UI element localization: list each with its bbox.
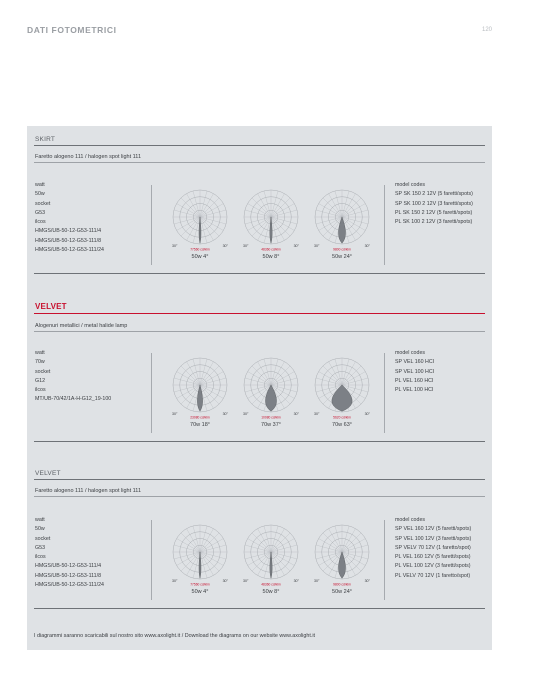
photometric-diagram <box>168 187 232 260</box>
photometric-diagram <box>310 187 374 260</box>
spec-line: socket <box>35 368 51 375</box>
photometric-diagram <box>239 522 303 595</box>
polar-diagram-svg <box>239 187 303 251</box>
model-code: PL SK 150 2 12V (5 faretti/spots) <box>395 209 473 216</box>
photometric-diagram <box>310 522 374 595</box>
spec-line: HMGS/UB-50-12-G53-111/8 <box>35 237 102 244</box>
page-number: 120 <box>481 27 492 33</box>
section-velvet-hci <box>34 301 485 428</box>
section-subtitle: Faretto alogeno 111 / halogen spot light 111 <box>35 488 142 494</box>
angle-label-left: 30° <box>314 579 320 583</box>
model-codes <box>395 349 434 395</box>
diagram-label: 70w 63° <box>332 422 352 428</box>
model-code: SP SK 150 2 12V (5 faretti/spots) <box>395 191 473 198</box>
model-codes-title: model codes <box>395 350 426 356</box>
spec-line: ilcos <box>35 387 46 394</box>
section-velvet-halogen <box>34 469 485 595</box>
photometric-diagram <box>310 355 374 428</box>
light-beam <box>270 217 272 243</box>
column-divider <box>151 185 152 265</box>
section-end-rule <box>34 608 485 609</box>
angle-label-right: 30° <box>222 412 228 416</box>
model-code: SP VEL 100 12V (3 faretti/spots) <box>395 535 472 542</box>
polar-diagram-svg <box>168 187 232 251</box>
angle-label-left: 30° <box>243 412 249 416</box>
spec-line: socket <box>35 200 51 207</box>
polar-diagram-svg <box>239 522 303 586</box>
intensity-value: 9800 cd/klm <box>333 247 351 251</box>
photometric-diagram <box>168 522 232 595</box>
spec-line: HMGS/UB-50-12-G53-111/4 <box>35 228 102 235</box>
section-rule <box>34 145 485 146</box>
model-code: PL VEL 100 HCI <box>395 387 434 394</box>
spec-line: watt <box>35 350 45 356</box>
model-code: SP VELV 70 12V (1 faretto/spot) <box>395 544 471 551</box>
polar-diagram-svg <box>168 355 232 419</box>
angle-label-left: 30° <box>172 579 178 583</box>
section-rule-red <box>34 313 485 314</box>
angle-label-right: 30° <box>222 579 228 583</box>
diagram-label: 70w 18° <box>190 422 210 428</box>
diagram-label: 50w 24° <box>332 254 352 260</box>
model-code: SP VEL 100 HCI <box>395 368 435 375</box>
polar-diagram-svg <box>168 522 232 586</box>
column-divider <box>151 520 152 600</box>
angle-label-right: 30° <box>293 579 299 583</box>
intensity-value: 5620 cd/klm <box>333 415 351 419</box>
subtitle-rule <box>34 162 485 163</box>
polar-diagram-svg <box>310 355 374 419</box>
photometric-panel <box>27 126 492 650</box>
angle-label-right: 30° <box>293 244 299 248</box>
light-beam <box>338 552 345 578</box>
spec-list <box>35 349 111 405</box>
polar-diagram-svg <box>310 522 374 586</box>
light-beam <box>199 217 201 243</box>
spec-line: G53 <box>35 544 46 551</box>
diagram-label: 50w 24° <box>332 589 352 595</box>
angle-label-right: 30° <box>364 579 370 583</box>
angle-label-left: 30° <box>172 244 178 248</box>
section-rule <box>34 479 485 480</box>
spec-line: ilcos <box>35 219 46 226</box>
section-end-rule <box>34 441 485 442</box>
spec-line: 50w <box>35 191 45 198</box>
angle-label-left: 30° <box>314 244 320 248</box>
light-beam <box>197 385 202 411</box>
photometric-diagram <box>239 187 303 260</box>
spec-line: 50w <box>35 526 45 533</box>
intensity-value: 9800 cd/klm <box>333 582 351 586</box>
diagram-label: 50w 4° <box>191 589 209 595</box>
spec-list <box>35 181 104 255</box>
spec-line: MT/UB-70/42/1A-H-G12_19-100 <box>35 396 112 403</box>
spec-line: HMGS/UB-50-12-G53-111/24 <box>35 582 104 589</box>
section-title: VELVET <box>35 470 61 477</box>
column-divider <box>384 520 385 600</box>
section-skirt <box>34 135 485 260</box>
spec-line: HMGS/UB-50-12-G53-111/8 <box>35 572 102 579</box>
diagram-label: 50w 8° <box>262 254 280 260</box>
photometric-diagram <box>168 355 232 428</box>
intensity-value: 23080 cd/klm <box>190 415 210 419</box>
model-codes <box>395 181 473 227</box>
model-codes-title: model codes <box>395 182 426 188</box>
model-codes <box>395 516 471 581</box>
angle-label-left: 30° <box>243 244 249 248</box>
angle-label-left: 30° <box>314 412 320 416</box>
column-divider <box>151 353 152 433</box>
spec-line: watt <box>35 182 45 188</box>
angle-label-right: 30° <box>364 244 370 248</box>
intensity-value: 77560 cd/klm <box>190 247 210 251</box>
model-code: PL SK 100 2 12V (3 faretti/spots) <box>395 219 473 226</box>
spec-line: G53 <box>35 209 46 216</box>
download-footnote: I diagrammi saranno scaricabili sul nostro sito www.axolight.it / Download the diagrams on our website www.axolight.it <box>34 633 316 639</box>
spec-line: HMGS/UB-50-12-G53-111/24 <box>35 247 104 254</box>
model-code: PL VEL 160 HCI <box>395 377 434 384</box>
model-code: SP VEL 160 12V (5 faretti/spots) <box>395 526 472 533</box>
spec-line: ilcos <box>35 554 46 561</box>
polar-diagram-svg <box>239 355 303 419</box>
intensity-value: 77560 cd/klm <box>190 582 210 586</box>
spec-list <box>35 516 104 590</box>
subtitle-rule <box>34 496 485 497</box>
spec-line: G12 <box>35 377 46 384</box>
model-code: SP SK 100 2 12V (3 faretti/spots) <box>395 200 473 207</box>
section-subtitle: Alogenuri metallici / metal halide lamp <box>35 323 128 329</box>
model-code: PL VEL 100 12V (3 faretti/spots) <box>395 563 471 570</box>
model-code: PL VEL 160 12V (5 faretti/spots) <box>395 554 471 561</box>
section-subtitle: Faretto alogeno 111 / halogen spot light 111 <box>35 154 142 160</box>
page-header-title: DATI FOTOMETRICI <box>27 25 117 35</box>
spec-line: watt <box>35 517 45 523</box>
diagram-label: 50w 8° <box>262 589 280 595</box>
angle-label-left: 30° <box>172 412 178 416</box>
subtitle-rule <box>34 331 485 332</box>
diagram-label: 70w 37° <box>261 422 281 428</box>
polar-diagram-svg <box>310 187 374 251</box>
angle-label-left: 30° <box>243 579 249 583</box>
spec-line: socket <box>35 535 51 542</box>
angle-label-right: 30° <box>222 244 228 248</box>
column-divider <box>384 353 385 433</box>
light-beam <box>199 552 201 578</box>
intensity-value: 10080 cd/klm <box>261 415 281 419</box>
light-beam <box>338 217 345 243</box>
section-title: SKIRT <box>35 136 56 143</box>
section-title: VELVET <box>35 302 67 311</box>
model-codes-title: model codes <box>395 517 426 523</box>
photometric-diagram <box>239 355 303 428</box>
model-code: PL VELV 70 12V (1 faretto/spot) <box>395 572 471 579</box>
section-end-rule <box>34 273 485 274</box>
diagram-label: 50w 4° <box>191 254 209 260</box>
angle-label-right: 30° <box>293 412 299 416</box>
spec-line: 70w <box>35 359 45 366</box>
light-beam <box>270 552 272 578</box>
model-code: SP VEL 160 HCI <box>395 359 435 366</box>
angle-label-right: 30° <box>364 412 370 416</box>
column-divider <box>384 185 385 265</box>
spec-line: HMGS/UB-50-12-G53-111/4 <box>35 563 102 570</box>
intensity-value: 48360 cd/klm <box>261 582 281 586</box>
intensity-value: 48360 cd/klm <box>261 247 281 251</box>
